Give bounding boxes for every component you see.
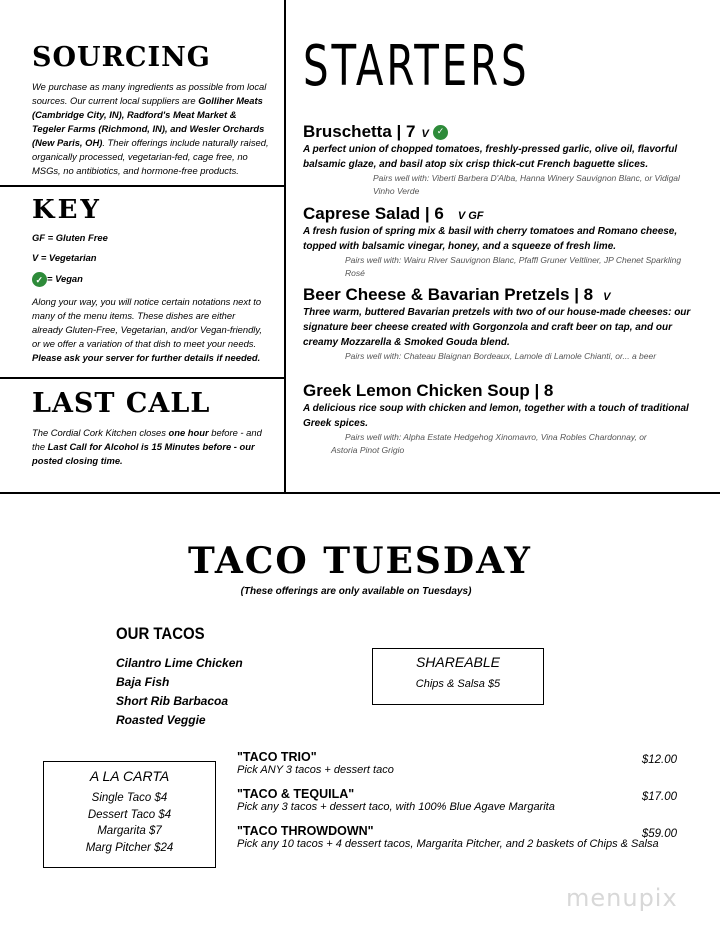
list-item: Short Rib Barbacoa	[116, 694, 229, 708]
combo-price: $17.00	[641, 791, 677, 803]
key-vegan-row: ✓= Vegan	[32, 272, 83, 287]
list-item: Cilantro Lime Chicken	[116, 656, 243, 670]
last-call-title: LAST CALL	[32, 388, 211, 419]
starter-title-row: Caprese Salad | 6 V GF	[303, 204, 484, 223]
key-gf: GF = Gluten Free	[32, 232, 108, 243]
alacarta-list	[44, 790, 215, 856]
combo-tequila	[237, 787, 677, 813]
combo-desc: Pick ANY 3 tacos + dessert taco	[237, 764, 394, 776]
starter-desc: Three warm, buttered Bavarian pretzels with two of our house-made cheeses: our signature beer cheese created with Gorgonzola and craft beer on tap, and our creamy Mozzarella & Smoked Gouda blend.	[303, 307, 691, 348]
list-item: Margarita $7	[97, 825, 162, 837]
vegan-icon	[32, 272, 47, 287]
starter-pairs: Pairs well with: Chateau Blaignan Bordeaux, Lamole di Lamole Chianti, or... a beer	[345, 351, 657, 361]
sourcing-title: SOURCING	[32, 42, 211, 73]
starter-title-row: Greek Lemon Chicken Soup | 8	[303, 381, 554, 400]
combo-price: $12.00	[641, 754, 677, 766]
alacarta-box	[43, 761, 216, 868]
our-tacos-list	[116, 654, 243, 730]
starter-pairs: Pairs well with: Viberti Barbera D'Alba, Hanna Winery Sauvignon Blanc, or Vidigal Vinho Verde	[373, 173, 680, 196]
watermark: menupix	[566, 884, 678, 912]
combo-throwdown	[237, 824, 677, 850]
key-title: KEY	[32, 195, 102, 225]
combo-name: "TACO & TEQUILA"	[237, 787, 355, 801]
starter-pairs: Pairs well with: Alpha Estate Hedgehog Xinomavro, Vina Robles Chardonnay, or	[345, 432, 647, 442]
starter-pairs-2: Astoria Pinot Grigio	[331, 445, 405, 455]
column-divider	[284, 0, 286, 493]
starter-title-row: Bruschetta | 7 V ✓	[303, 122, 703, 142]
divider-key	[0, 377, 285, 379]
shareable-title: SHAREABLE	[415, 654, 501, 670]
list-item: Roasted Veggie	[116, 713, 206, 727]
starter-soup	[303, 381, 703, 457]
list-item: Baja Fish	[116, 675, 170, 689]
sourcing-text: We purchase as many ingredients as possible from local sources. Our current local suppliers are Golliher Meats (Cambridge City, IN), Radford's Meat Market & Tegeler Farms (Richmond, IN), and Wesler Orchards (New Paris, OH). Their offerings include naturally raised, organically processed, vegetarian-fed, cage free, no MSGs, no antibiotics, and hormone-free products.	[32, 81, 269, 176]
starter-desc: A delicious rice soup with chicken and lemon, together with a touch of traditional Greek spices.	[303, 403, 689, 429]
taco-subheading: (These offerings are only available on Tuesdays)	[240, 586, 472, 597]
starter-caprese	[303, 204, 703, 280]
alacarta-title: A LA CARTA	[89, 768, 170, 784]
combo-trio	[237, 750, 677, 776]
shareable-item: Chips & Salsa $5	[415, 678, 501, 690]
starter-desc: A fresh fusion of spring mix & basil with cherry tomatoes and Romano cheese, topped with balsamic vinegar, honey, and a squeeze of fresh lime.	[303, 226, 678, 252]
list-item: Dessert Taco $4	[87, 808, 172, 821]
key-v: V = Vegetarian	[32, 252, 97, 263]
vegan-icon	[433, 125, 448, 140]
our-tacos-title: OUR TACOS	[116, 624, 205, 643]
starters-heading: STARTERS	[303, 34, 530, 99]
starter-title-row: Beer Cheese & Bavarian Pretzels | 8 V	[303, 285, 611, 304]
list-item: Single Taco $4	[91, 792, 168, 804]
starter-pretzels	[303, 285, 703, 363]
list-item: Marg Pitcher $24	[85, 841, 174, 854]
combo-desc: Pick any 10 tacos + 4 dessert tacos, Margarita Pitcher, and 2 baskets of Chips & Salsa	[237, 838, 659, 850]
starter-desc: A perfect union of chopped tomatoes, freshly-pressed garlic, olive oil, flavorful balsamic glaze, and basil atop six crisp thick-cut French baguette slices.	[303, 144, 678, 170]
starter-bruschetta	[303, 122, 703, 198]
divider-main	[0, 492, 720, 494]
combo-name: "TACO TRIO"	[237, 750, 317, 764]
key-text: Along your way, you will notice certain notations next to many of the menu items. These dishes are either already Gluten-Free, Vegetarian, and/or Vegan-friendly, or we offer a variation of that dish to meet your needs. Please ask your server for further details if needed.	[32, 296, 262, 363]
shareable-box	[372, 648, 544, 705]
divider-sourcing	[0, 185, 285, 187]
starter-pairs: Pairs well with: Wairu River Sauvignon Blanc, Pfaffl Gruner Veltliner, JP Chenet Sparkling Rosé	[345, 255, 682, 278]
combo-name: "TACO THROWDOWN"	[237, 824, 374, 838]
taco-tuesday-heading: TACO TUESDAY	[188, 540, 532, 582]
combo-desc: Pick any 3 tacos + dessert taco, with 100% Blue Agave Margarita	[237, 801, 555, 813]
combo-price: $59.00	[641, 828, 677, 840]
last-call-text: The Cordial Cork Kitchen closes one hour before - and the Last Call for Alcohol is 15 Minutes before - our posted closing time.	[32, 427, 262, 466]
